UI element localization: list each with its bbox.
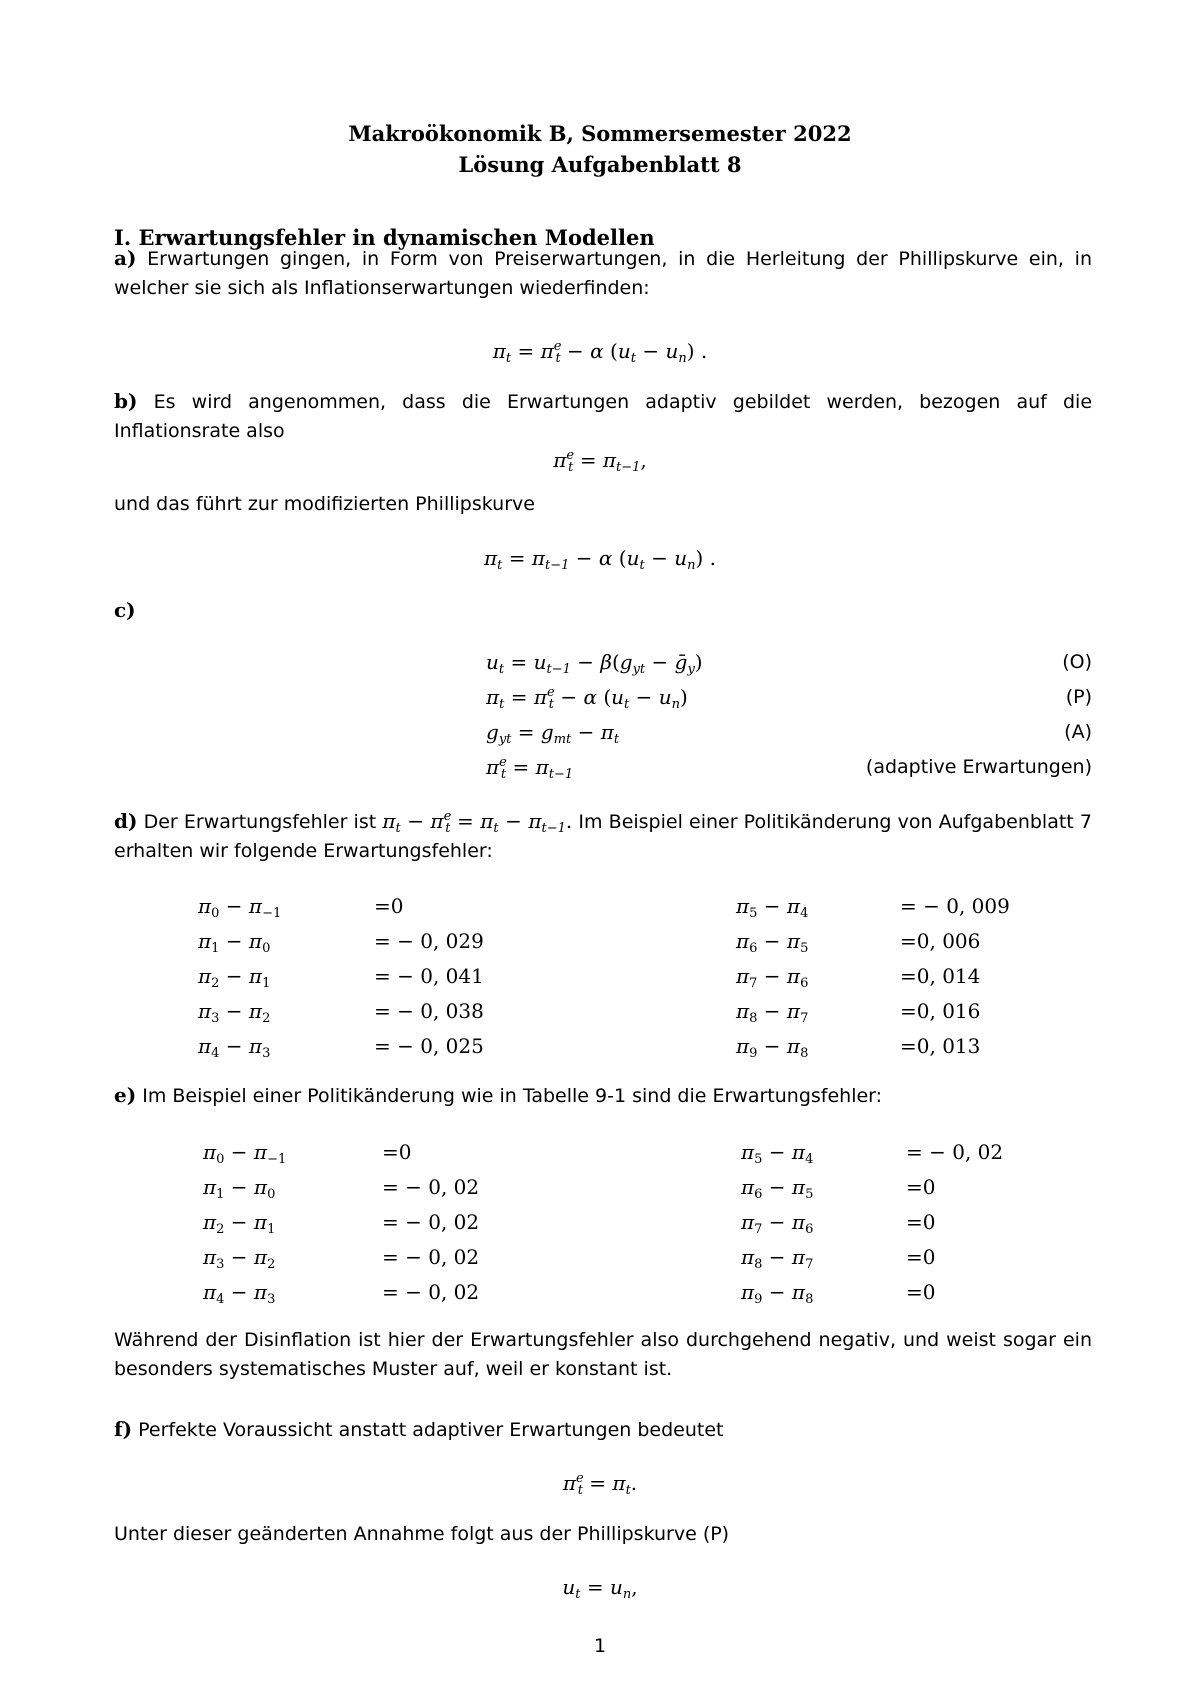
system-equation-adaptive: $\pi^e_t = \pi_{t-1}$ (adaptive Erwartungen) [486, 755, 1092, 782]
part-b-label: b) [114, 389, 138, 413]
part-f-continuation: Unter dieser geänderten Annahme folgt aus der Phillipskurve (P) [114, 1523, 730, 1545]
tag-aggregate-demand: (A) [1064, 721, 1092, 743]
table-e-value: = − 0, 02 [382, 1280, 480, 1304]
part-d-text-post: Im Beispiel einer Politikänderung von Aufgabenblatt 7 erhalten wir folgende Erwartungsfehler: [114, 811, 1092, 862]
part-e-paragraph [114, 1081, 1092, 1111]
table-e-value: =0 [906, 1280, 936, 1304]
table-e-value: =0 [906, 1245, 936, 1269]
part-a-text: Erwartungen gingen, in Form von Preiserwartungen, in die Herleitung der Phillipskurve ein, in welcher sie sich als Inflationserwartungen wiederfinden: [114, 248, 1092, 299]
part-d-label: d) [114, 809, 138, 833]
document-page: Makroökonomik B, Sommersemester 2022 Lösung Aufgabenblatt 8 I. Erwartungsfehler in dynamischen Modellen a) Erwartungen gingen, in Form von Preiserwartungen, in die Herleitung der Phillipskurve ein, in welcher sie sich als Inflationserwartungen wiederfinden: $\pi_t = \pi^e_t - \alpha$ $(u_t - u_n)$ . b) Es wird angenommen, dass die Erwartungen adaptiv gebildet werden, bezogen auf die Inflationsrate also $\pi^e_t = \pi_{t-1}$, und das führt zur modifizierten Phillipskurve $\pi_t = \pi_{t-1} - \alpha$ $(u_t - u_n)$ . c) $u_t = u_{t-1} - \beta(g_{yt}$ − ḡ$_y$) (O) $\pi_t = \pi^e_t - \alpha$ $(u_t - u_n)$ (P) $g_{yt} = g_{mt} - \pi_t$ (A) $\pi^e_t = \pi_{t-1}$ (adaptive Erwartungen) d) Der Erwartungsfehler ist $\pi_t - \pi^e_t = \pi_t - \pi_{t-1}$. Im Beispiel einer Politikänderung von Aufgabenblatt 7 erhalten wir folgende Erwartungsfehler: $\pi_0 - \pi_{-1}$ =0 $\pi_1 - \pi_0$ = − 0, 029 $\pi_2 - \pi_1$ = − 0, 041 $\pi_3 - \pi_2$ = − 0, 038 $\pi_4 - \pi_3$ = − 0, 025 $\pi_5 - \pi_4$ = − 0, 009 $\pi_6 - \pi_5$ =0, 006 $\pi_7 - \pi_6$ =0, 014 $\pi_8 - \pi_7$ =0, 016 $\pi_9 - \pi_8$ =0, 013 e) Im Beispiel einer Politikänderung wie in Tabelle 9-1 sind die Erwartungsfehler: $\pi_0 - \pi_{-1}$ =0 $\pi_1 - \pi_0$ = − 0, 02 $\pi_2 - \pi_1$ = − 0, 02 $\pi_3 - \pi_2$ = − 0, 02 $\pi_4 - \pi_3$ = − 0, 02 $\pi_5 - \pi_4$ = − 0, 02 $\pi_6 - \pi_5$ =0 $\pi_7 - \pi_6$ =0 $\pi_8 - \pi_7$ =0 $\pi_9 - \pi_8$ =0 Während der Disinflation ist hier der Erwartungsfehler also durchgehend negativ, und weist sogar ein besonders systematisches Muster auf, weil er konstant ist. f) Perfekte Voraussicht anstatt adaptiver Erwartungen bedeutet $\pi^e_t = \pi_t$. Unter dieser geänderten Annahme folgt aus der Phillipskurve (P) $u_t = u_n$, 1 [0, 0, 1200, 1696]
part-f-text: Perfekte Voraussicht anstatt adaptiver Erwartungen bedeutet [138, 1419, 724, 1441]
table-e-value: = − 0, 02 [382, 1245, 480, 1269]
table-d-value: = − 0, 041 [374, 964, 484, 988]
part-a-label: a) [114, 246, 137, 270]
table-d-value: = − 0, 029 [374, 929, 484, 953]
part-c-paragraph [114, 596, 1092, 626]
equation-modified-phillips: $\pi_t = \pi_{t-1} - \alpha$ $(u_t - u_n)$ . [484, 546, 716, 573]
part-e-label: e) [114, 1083, 137, 1107]
tag-phillips: (P) [1065, 686, 1092, 708]
table-d-value: = − 0, 025 [374, 1034, 484, 1058]
part-f-label: f) [114, 1417, 133, 1441]
table-d-value: = − 0, 038 [374, 999, 484, 1023]
table-e-value: = − 0, 02 [382, 1175, 480, 1199]
page-number: 1 [593, 1635, 607, 1657]
table-d-value: =0 [374, 894, 404, 918]
table-e-value: =0 [382, 1140, 412, 1164]
table-d-value: =0, 006 [900, 929, 981, 953]
equation-phillips-curve: $\pi_t = \pi^e_t - \alpha$ $(u_t - u_n)$ . [492, 339, 708, 366]
part-a-paragraph [114, 244, 1092, 303]
part-d-text-pre: Der Erwartungsfehler ist [143, 811, 377, 833]
document-title: Makroökonomik B, Sommersemester 2022 [348, 121, 852, 146]
part-e-text: Im Beispiel einer Politikänderung wie in Tabelle 9-1 sind die Erwartungsfehler: [142, 1085, 883, 1107]
tag-adaptive: (adaptive Erwartungen) [865, 756, 1092, 778]
tag-okun: (O) [1062, 651, 1092, 673]
table-e-value: =0 [906, 1175, 936, 1199]
part-b-paragraph [114, 387, 1092, 446]
part-f-paragraph [114, 1415, 1092, 1445]
section-title: I. Erwartungsfehler in dynamischen Modellen [114, 225, 655, 250]
document-header [0, 118, 1200, 180]
part-e-conclusion: Während der Disinflation ist hier der Erwartungsfehler also durchgehend negativ, und weist sogar ein besonders systematisches Muster auf, weil er konstant ist. [114, 1329, 1092, 1380]
table-d-value: =0, 014 [900, 964, 981, 988]
table-d-value: = − 0, 009 [900, 894, 1010, 918]
part-b-continuation: und das führt zur modifizierten Phillipskurve [114, 493, 535, 515]
part-c-label: c) [114, 598, 136, 622]
system-equation-phillips: $\pi_t = \pi^e_t - \alpha$ $(u_t - u_n)$ (P) [486, 685, 1092, 712]
system-equation-aggregate-demand: $g_{yt} = g_{mt} - \pi_t$ (A) [486, 720, 1092, 747]
equation-adaptive-expectations: $\pi^e_t = \pi_{t-1}$, [553, 448, 647, 475]
equation-perfect-foresight: $\pi^e_t = \pi_t$. [562, 1471, 638, 1498]
document-subtitle: Lösung Aufgabenblatt 8 [458, 152, 742, 177]
table-d-value: =0, 016 [900, 999, 981, 1023]
table-d-value: =0, 013 [900, 1034, 981, 1058]
table-e-value: = − 0, 02 [382, 1210, 480, 1234]
part-d-paragraph: d) Der Erwartungsfehler ist $\pi_t - \pi^e_t = \pi_t - \pi_{t-1}$. Im Beispiel einer Politikänderung von Aufgabenblatt 7 erhalten wir folgende Erwartungsfehler: [114, 809, 1092, 862]
table-e-value: = − 0, 02 [906, 1140, 1004, 1164]
part-b-text: Es wird angenommen, dass die Erwartungen adaptiv gebildet werden, bezogen auf die Inflationsrate also [114, 391, 1093, 442]
system-equation-okun: $u_t = u_{t-1} - \beta(g_{yt}$ − ḡ$_y$) (O) [486, 650, 1092, 677]
table-e-value: =0 [906, 1210, 936, 1234]
equation-natural-unemployment: $u_t = u_n$, [562, 1575, 638, 1602]
